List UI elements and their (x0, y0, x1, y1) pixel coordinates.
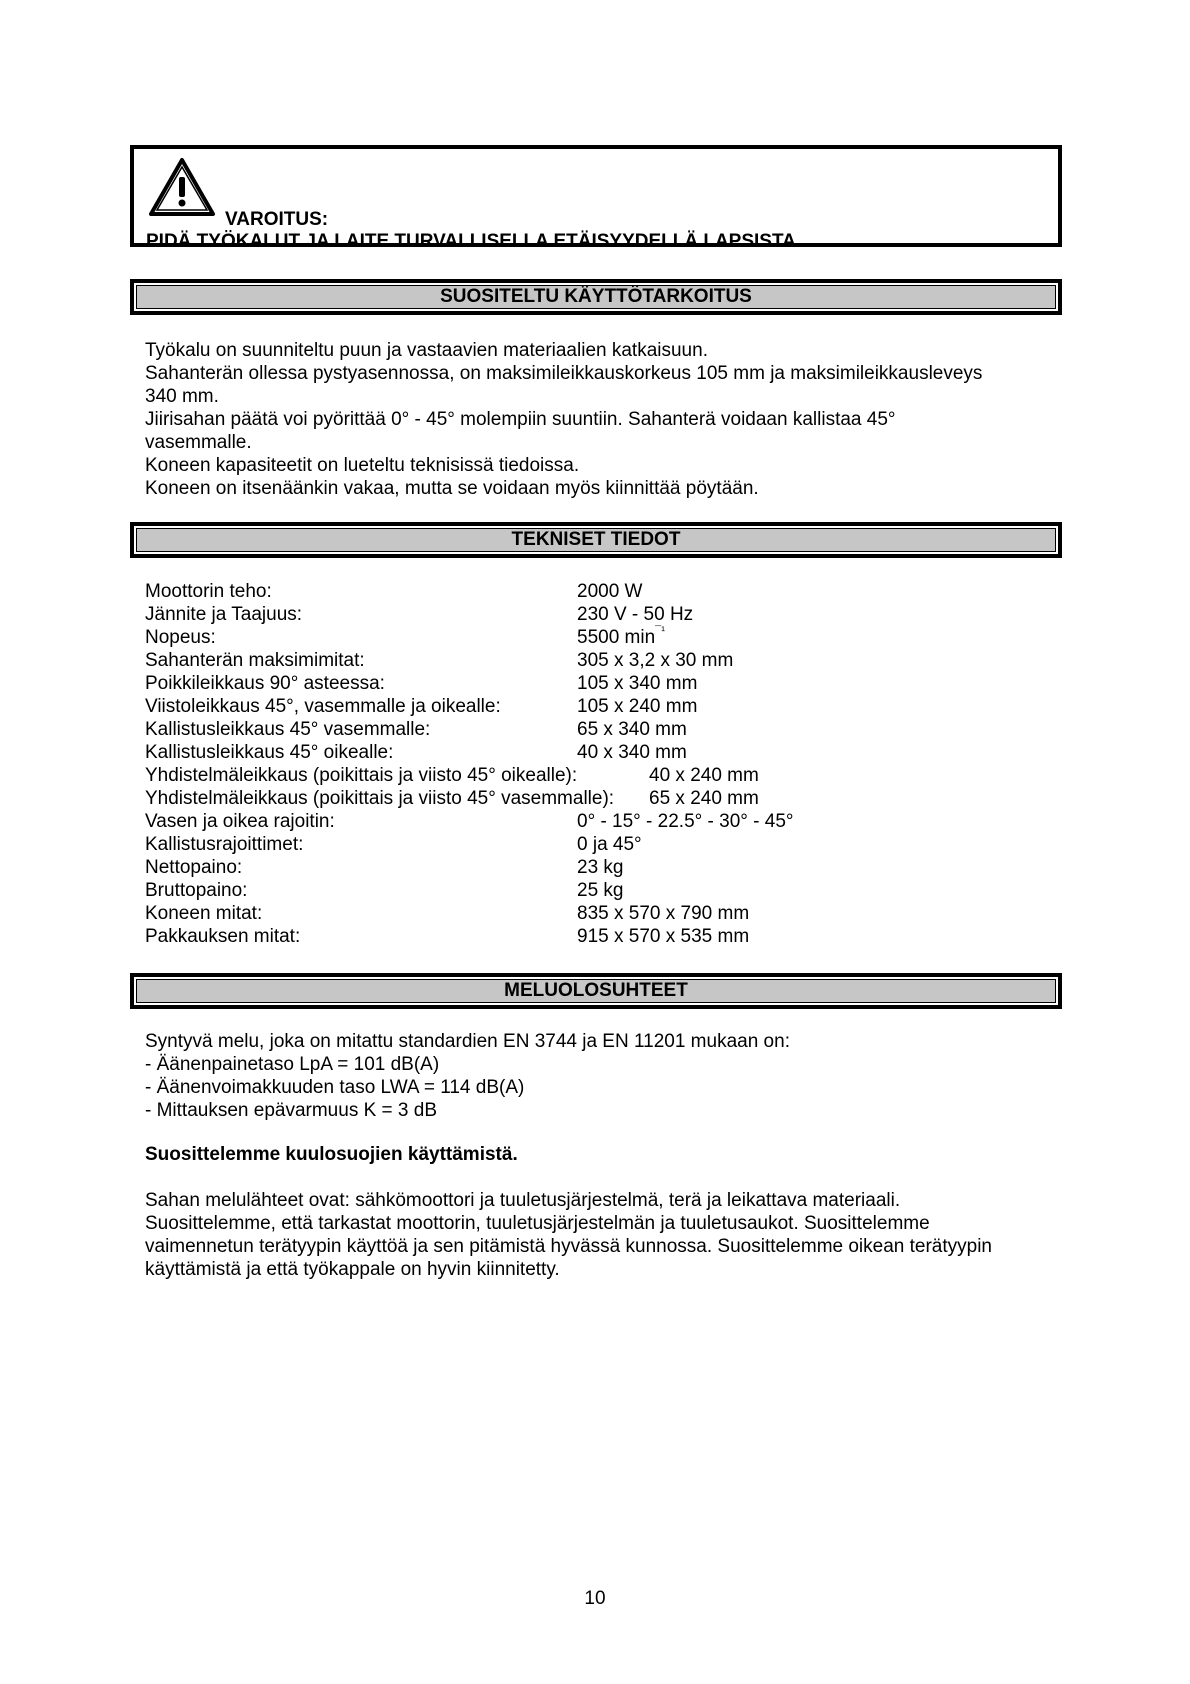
spec-value: 230 V - 50 Hz (577, 604, 694, 625)
spec-label: Yhdistelmäleikkaus (poikittais ja viisto 45° oikealle): (145, 765, 578, 786)
paragraph-line: - Äänenvoimakkuuden taso LWA = 114 dB(A) (145, 1077, 525, 1098)
paragraph-line: vaimennetun terätyypin käyttöä ja sen pitämistä hyvässä kunnossa. Suosittelemme oikean terätyypin (145, 1236, 993, 1257)
spec-value: 65 x 240 mm (649, 788, 759, 809)
spec-value: 0° - 15° - 22.5° - 30° - 45° (577, 811, 794, 832)
spec-label: Poikkileikkaus 90° asteessa: (145, 673, 385, 694)
section-title: TEKNISET TIEDOT (136, 528, 1056, 552)
paragraph-line: - Äänenpainetaso LpA = 101 dB(A) (145, 1054, 440, 1075)
speed-value: 5500 min (577, 627, 656, 648)
section-header-noise (130, 973, 1062, 1009)
page-number: 10 (584, 1588, 606, 1609)
paragraph-line: - Mittauksen epävarmuus K = 3 dB (145, 1100, 438, 1121)
warning-box (130, 145, 1062, 252)
spec-value: 65 x 340 mm (577, 719, 687, 740)
spec-label: Nopeus: (145, 627, 216, 648)
paragraph-line: Syntyvä melu, joka on mitattu standardien EN 3744 ja EN 11201 mukaan on: (145, 1031, 790, 1052)
spec-label: Kallistusleikkaus 45° vasemmalle: (145, 719, 431, 740)
spec-value: 23 kg (577, 857, 624, 878)
warning-triangle-icon (148, 157, 216, 217)
spec-value: 40 x 340 mm (577, 742, 687, 763)
spec-value: 835 x 570 x 790 mm (577, 903, 750, 924)
noise-text (145, 1030, 1055, 1122)
section-title: MELUOLOSUHTEET (136, 979, 1056, 1003)
spec-value: 25 kg (577, 880, 624, 901)
spec-label: Kallistusrajoittimet: (145, 834, 304, 855)
spec-label: Sahanterän maksimimitat: (145, 650, 365, 671)
paragraph-line: vasemmalle. (145, 432, 252, 453)
spec-label: Koneen mitat: (145, 903, 263, 924)
paragraph-line: Työkalu on suunniteltu puun ja vastaavien materiaalien katkaisuun. (145, 340, 708, 361)
spec-value: 0 ja 45° (577, 834, 642, 855)
paragraph-line: 340 mm. (145, 386, 219, 407)
section-header-usage (130, 279, 1062, 315)
usage-text (145, 339, 1055, 500)
spec-label: Yhdistelmäleikkaus (poikittais ja viisto 45° vasemmalle): (145, 788, 615, 809)
spec-value: 305 x 3,2 x 30 mm (577, 650, 734, 671)
paragraph-line: käyttämistä ja että työkappale on hyvin kiinnitetty. (145, 1259, 560, 1280)
section-header-tech (130, 522, 1062, 558)
paragraph-line: Suosittelemme, että tarkastat moottorin, tuuletusjärjestelmän ja tuuletusaukot. Suosittelemme (145, 1213, 930, 1234)
spec-label: Pakkauksen mitat: (145, 926, 301, 947)
spec-label: Nettopaino: (145, 857, 243, 878)
spec-label: Viistoleikkaus 45°, vasemmalle ja oikealle: (145, 696, 501, 717)
spec-value: 105 x 240 mm (577, 696, 698, 717)
spec-value: 2000 W (577, 581, 643, 602)
spec-value: 915 x 570 x 535 mm (577, 926, 750, 947)
spec-label: Kallistusleikkaus 45° oikealle: (145, 742, 394, 763)
warning-text: PIDÄ TYÖKALUT JA LAITE TURVALLISELLA ETÄISYYDELLÄ LAPSISTA (146, 231, 796, 252)
noise-recommendation: Suosittelemme kuulosuojien käyttämistä. (145, 1144, 518, 1165)
spec-label: Moottorin teho: (145, 581, 272, 602)
paragraph-line: Jiirisahan päätä voi pyörittää 0° - 45° molempiin suuntiin. Sahanterä voidaan kallistaa 45° (145, 409, 896, 430)
spec-value: 40 x 240 mm (649, 765, 759, 786)
paragraph-line: Koneen kapasiteetit on lueteltu teknisissä tiedoissa. (145, 455, 580, 476)
paragraph-line: Sahan melulähteet ovat: sähkömoottori ja tuuletusjärjestelmä, terä ja leikattava materiaali. (145, 1190, 901, 1211)
speed-exponent: ¯¹ (655, 625, 665, 637)
warning-title: VAROITUS: (225, 209, 329, 230)
spec-label: Vasen ja oikea rajoitin: (145, 811, 335, 832)
spec-value: 105 x 340 mm (577, 673, 698, 694)
section-title: SUOSITELTU KÄYTTÖTARKOITUS (136, 285, 1056, 309)
spec-label: Bruttopaino: (145, 880, 248, 901)
noise-sources-text (145, 1189, 1055, 1281)
paragraph-line: Koneen on itsenäänkin vakaa, mutta se voidaan myös kiinnittää pöytään. (145, 478, 759, 499)
spec-label: Jännite ja Taajuus: (145, 604, 303, 625)
paragraph-line: Sahanterän ollessa pystyasennossa, on maksimileikkauskorkeus 105 mm ja maksimileikkausleveys (145, 363, 983, 384)
